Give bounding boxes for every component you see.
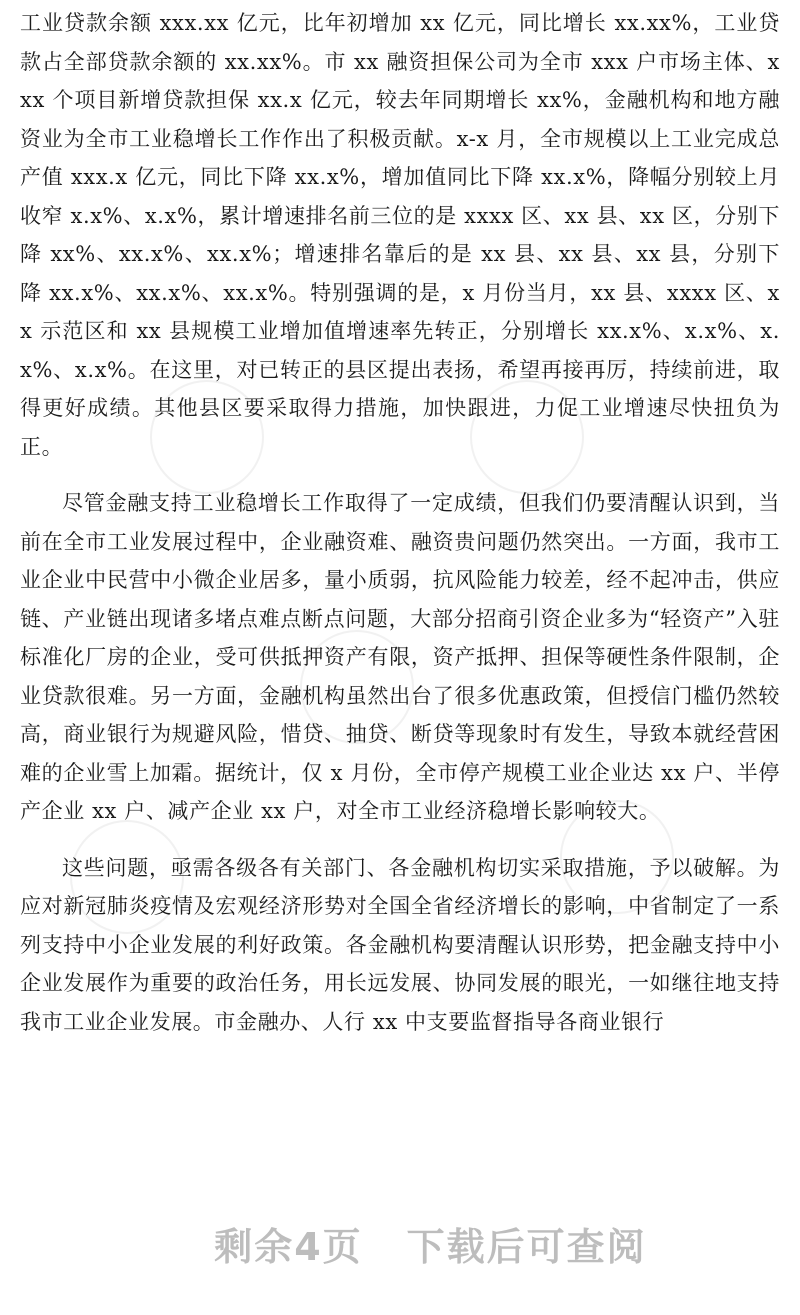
download-banner[interactable] [0,1172,800,1269]
document-body [20,4,780,1041]
paragraph-1: 工业贷款余额 xxx.xx 亿元，比年初增加 xx 亿元，同比增长 xx.xx%，工业贷款占全部贷款余额的 xx.xx%。市 xx 融资担保公司为全市 xxx 户市场主体、xxx 个项目新增贷款担保 xx.x 亿元，较去年同期增长 xx%，金融机构和地方融资业为全市工业稳增长工作作出了积极贡献。x-x 月，全市规模以上工业完成总产值 xxx.x 亿元，同比下降 xx.x%，增加值同比下降 xx.x%，降幅分别较上月收窄 x.x%、x.x%，累计增速排名前三位的是 xxxx 区、xx 县、xx 区，分别下降 xx%、xx.x%、xx.x%；增速排名靠后的是 xx 县、xx 县、xx 县，分别下降 xx.x%、xx.x%、xx.x%。特别强调的是，x 月份当月，xx 县、xxxx 区、xx 示范区和 xx 县规模工业增加值增速率先转正，分别增长 xx.x%、x.x%、x.x%、x.x%。在这里，对已转正的县区提出表扬，希望再接再厉，持续前进，取得更好成绩。其他县区要采取得力措施，加快跟进，力促工业增速尽快扭负为正。 [20,11,780,459]
paragraph-2: 尽管金融支持工业稳增长工作取得了一定成绩，但我们仍要清醒认识到，当前在全市工业发展过程中，企业融资难、融资贵问题仍然突出。一方面，我市工业企业中民营中小微企业居多，量小质弱，抗风险能力较差，经不起冲击，供应链、产业链出现诸多堵点难点断点问题，大部分招商引资企业多为“轻资产”入驻标准化厂房的企业，受可供抵押资产有限，资产抵押、担保等硬性条件限制，企业贷款很难。另一方面，金融机构虽然出台了很多优惠政策，但授信门槛仍然较高，商业银行为规避风险，惜贷、抽贷、断贷等现象时有发生，导致本就经营困难的企业雪上加霜。据统计，仅 x 月份，全市停产规模工业企业达 xx 户、半停产企业 xx 户、减产企业 xx 户，对全市工业经济稳增长影响较大。 [20,491,780,823]
paragraph-3: 这些问题，亟需各级各有关部门、各金融机构切实采取措施，予以破解。为应对新冠肺炎疫情及宏观经济形势对全国全省经济增长的影响，中省制定了一系列支持中小企业发展的利好政策。各金融机构要清醒认识形势，把金融支持中小企业发展作为重要的政治任务，用长远发展、协同发展的眼光，一如继往地支持我市工业企业发展。市金融办、人行 xx 中支要监督指导各商业银行 [20,855,780,1034]
remaining-pages-label: 剩余4页 [214,1225,363,1269]
download-hint-label: 下载后可查阅 [406,1225,647,1269]
